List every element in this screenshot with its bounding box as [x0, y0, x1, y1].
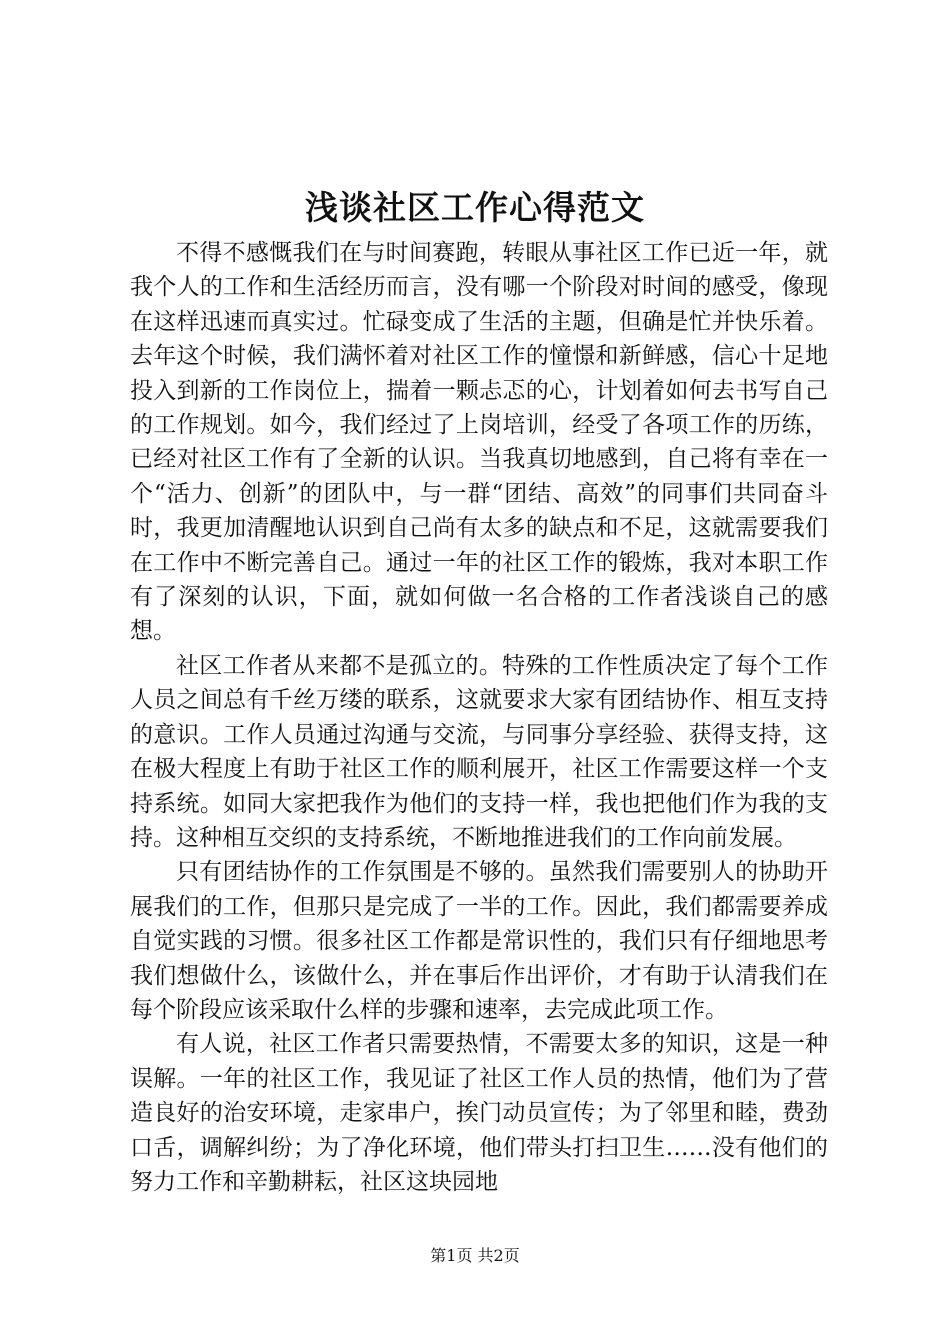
paragraph: 只有团结协作的工作氛围是不够的。虽然我们需要别人的协助开展我们的工作，但那只是完成了一半的工作。因此，我们都需要养成自觉实践的习惯。很多社区工作都是常识性的，我们只有仔细地思考我们想做什么，该做什么，并在事后作出评价，才有助于认清我们在每个阶段应该采取什么样的步骤和速率，去完成此项工作。 [130, 859, 828, 1023]
page-title: 浅谈社区工作心得范文 [305, 188, 645, 227]
paragraph: 不得不感慨我们在与时间赛跑，转眼从事社区工作已近一年，就我个人的工作和生活经历而言，没有哪一个阶段对时间的感受，像现在这样迅速而真实过。忙碌变成了生活的主题，但确是忙并快乐着。去年这个时候，我们满怀着对社区工作的憧憬和新鲜感，信心十足地投入到新的工作岗位上，揣着一颗忐忑的心，计划着如何去书写自己的工作规划。如今，我们经过了上岗培训，经受了各项工作的历练，已经对社区工作有了全新的认识。当我真切地感到，自己将有幸在一个“活力、创新”的团队中，与一群“团结、高效”的同事们共同奋斗时，我更加清醒地认识到自己尚有太多的缺点和不足，这就需要我们在工作中不断完善自己。通过一年的社区工作的锻炼，我对本职工作有了深刻的认识，下面，就如何做一名合格的工作者浅谈自己的感想。 [130, 240, 828, 645]
page-footer: 第1页 共2页 [430, 1246, 520, 1265]
paragraph: 社区工作者从来都不是孤立的。特殊的工作性质决定了每个工作人员之间总有千丝万缕的联系，这就要求大家有团结协作、相互支持的意识。工作人员通过沟通与交流，与同事分享经验、获得支持，这在极大程度上有助于社区工作的顺利展开，社区工作需要这样一个支持系统。如同大家把我作为他们的支持一样，我也把他们作为我的支持。这种相互交织的支持系统，不断地推进我们的工作向前发展。 [130, 652, 828, 851]
paragraph: 有人说，社区工作者只需要热情，不需要太多的知识，这是一种误解。一年的社区工作，我见证了社区工作人员的热情，他们为了营造良好的治安环境，走家串户，挨门动员宣传；为了邻里和睦，费劲口舌，调解纠纷；为了净化环境，他们带头打扫卫生……没有他们的努力工作和辛勤耕耘，社区这块园地 [130, 1031, 828, 1195]
document-body [130, 236, 828, 1199]
